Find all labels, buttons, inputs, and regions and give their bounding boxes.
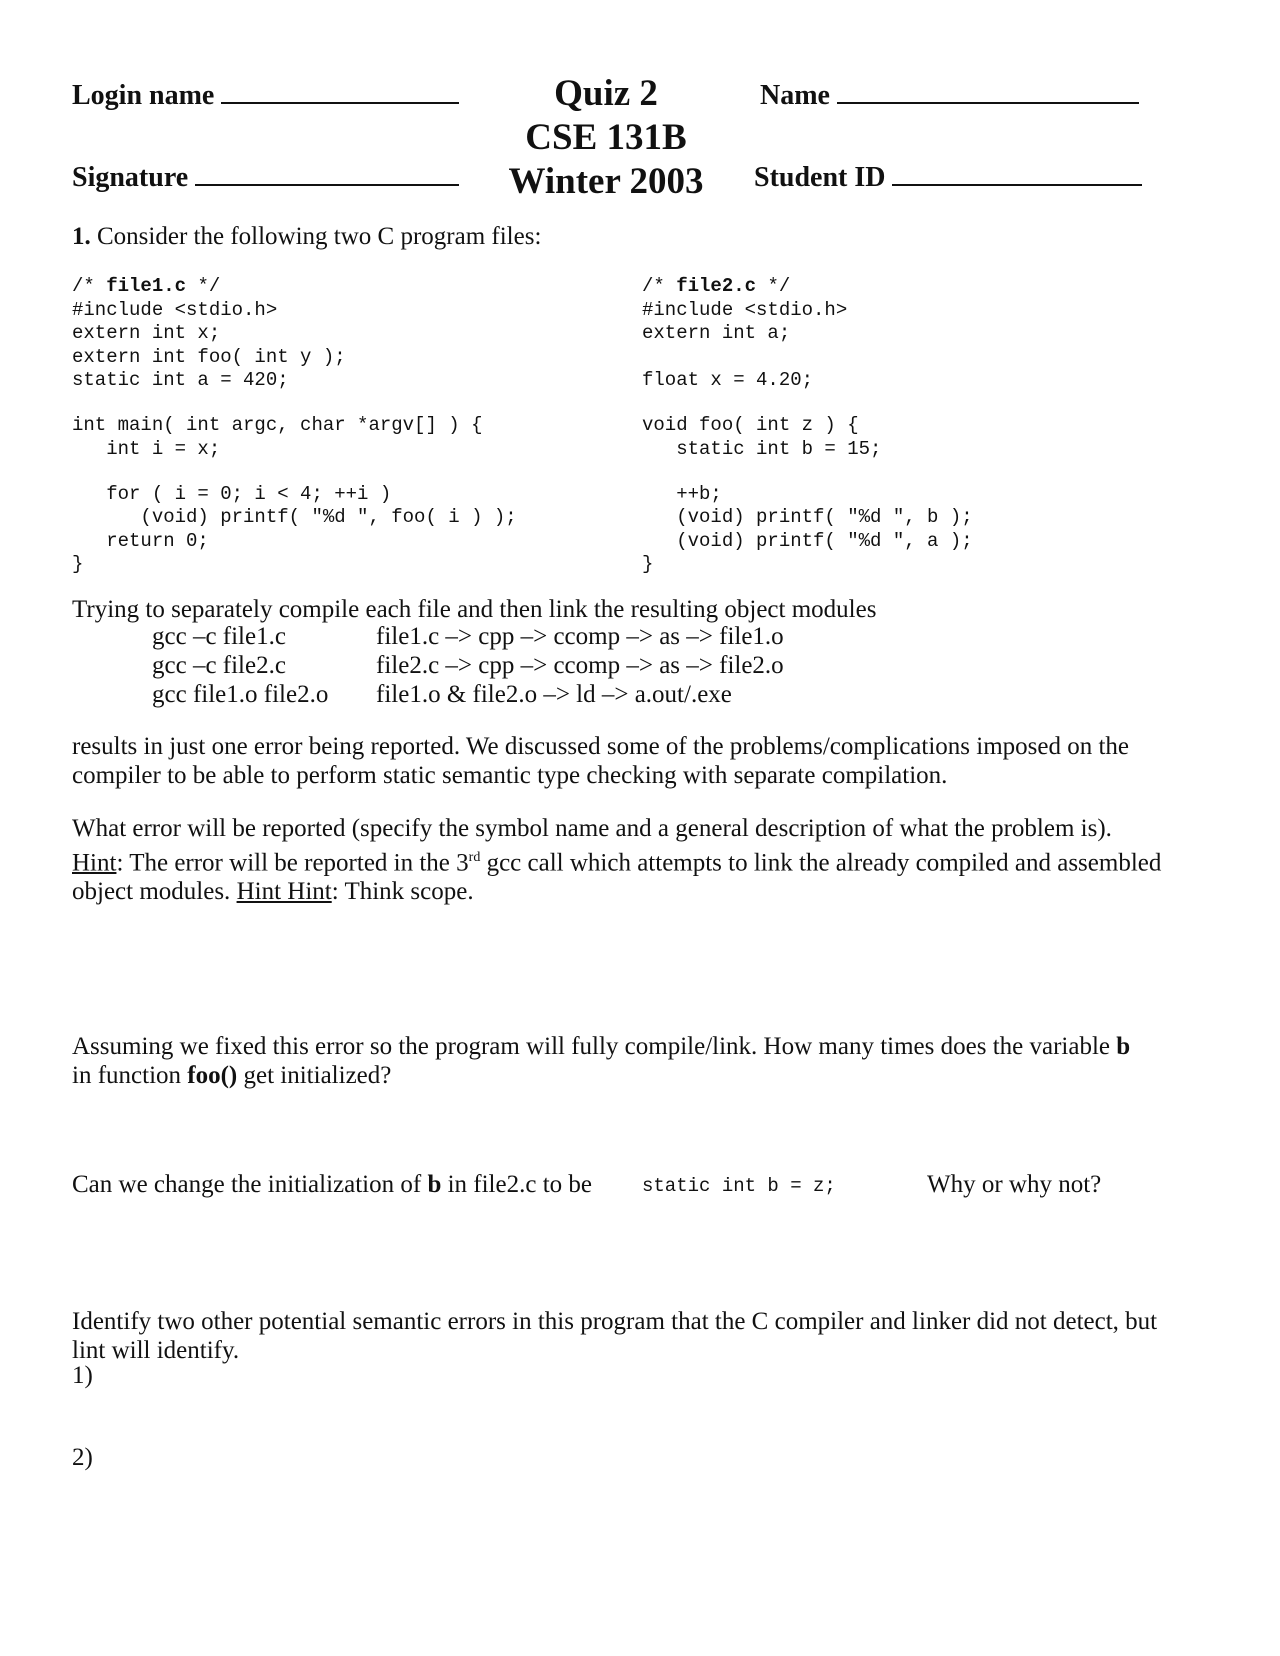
hint-label: Hint — [72, 849, 117, 877]
code-line: ++b; — [642, 482, 722, 505]
file1-name: file1.c — [106, 275, 187, 297]
compile-flow: file1.o & file2.o –> ld –> a.out/.exe — [376, 681, 732, 708]
code-line: for ( i = 0; i < 4; ++i ) — [72, 482, 392, 505]
code-line: } — [72, 553, 84, 575]
term-title: Winter 2003 — [508, 161, 704, 202]
name-line[interactable] — [837, 80, 1139, 104]
question-1-intro — [72, 222, 541, 251]
compile-command: gcc –c file1.c — [152, 623, 286, 650]
compile-intro: Trying to separately compile each file and then link the resulting object modules — [72, 596, 877, 623]
code-line: int i = x; — [72, 437, 221, 460]
question-number: 1. — [72, 223, 91, 250]
code-line: int main( int argc, char *argv[] ) { — [72, 414, 483, 436]
file2-name: file2.c — [676, 275, 757, 297]
code-line: (void) printf( "%d ", b ); — [642, 506, 973, 528]
login-name-field[interactable] — [72, 80, 459, 112]
quiz-title: Quiz 2 — [554, 73, 658, 114]
hint-hint-label: Hint Hint — [236, 878, 332, 906]
init-question: Assuming we fixed this error so the program will fully compile/link. How many times does the variable b in function foo() get initialized? — [72, 1033, 1131, 1089]
code-line: extern int x; — [72, 322, 221, 344]
student-id-label: Student ID — [754, 162, 886, 193]
code-line: (void) printf( "%d ", a ); — [642, 529, 973, 552]
answer-item-1: 1) — [72, 1362, 93, 1389]
login-name-label: Login name — [72, 80, 215, 111]
answer-item-2: 2) — [72, 1444, 93, 1471]
code-line: } — [642, 553, 654, 575]
code-line: extern int a; — [642, 322, 791, 344]
code-line: float x = 4.20; — [642, 369, 814, 391]
change-code: static int b = z; — [642, 1175, 836, 1197]
code-line — [72, 393, 517, 415]
error-question: What error will be reported (specify the symbol name and a general description of what the problem is). Hint: The error will be reported in the 3rd gcc call which attempts to link the already compiled and assembled object modules. Hint Hint: Think scope. — [72, 815, 1162, 906]
code-line: (void) printf( "%d ", foo( i ) ); — [72, 506, 517, 528]
student-id-line[interactable] — [892, 162, 1142, 186]
code-line: return 0; — [72, 529, 209, 552]
name-field[interactable] — [760, 80, 1139, 112]
file1-code — [72, 275, 517, 577]
var-b: b — [1116, 1033, 1131, 1060]
lint-question: Identify two other potential semantic errors in this program that the C compiler and linker did not detect, but lint will identify. — [72, 1308, 1158, 1364]
code-line — [642, 393, 973, 415]
code-line — [642, 461, 973, 483]
why-question: Why or why not? — [927, 1171, 1102, 1198]
code-line: static int b = 15; — [642, 437, 882, 460]
code-line: #include <stdio.h> — [642, 298, 848, 321]
change-question: Can we change the initialization of b in file2.c to be — [72, 1171, 592, 1198]
student-id-field[interactable] — [754, 162, 1142, 194]
signature-label: Signature — [72, 162, 189, 193]
func-foo: foo() — [187, 1062, 238, 1089]
code-line — [72, 461, 517, 483]
quiz-title-block — [496, 72, 716, 204]
code-line: #include <stdio.h> — [72, 298, 278, 321]
compile-flow: file1.c –> cpp –> ccomp –> as –> file1.o — [376, 623, 784, 650]
var-b: b — [427, 1171, 442, 1198]
code-line: void foo( int z ) { — [642, 414, 859, 436]
course-title: CSE 131B — [525, 117, 687, 158]
compile-flow: file2.c –> cpp –> ccomp –> as –> file2.o — [376, 652, 784, 679]
compile-step — [0, 622, 1280, 651]
code-line: extern int foo( int y ); — [72, 345, 346, 368]
compile-steps — [0, 622, 1280, 709]
question-intro-text: Consider the following two C program files: — [97, 223, 542, 250]
file2-code — [642, 275, 973, 577]
compile-command: gcc file1.o file2.o — [152, 681, 329, 708]
login-name-line[interactable] — [221, 80, 459, 104]
signature-line[interactable] — [195, 162, 459, 186]
compile-result-text: results in just one error being reported. We discussed some of the problems/complications imposed on the compiler to be able to perform static semantic type checking with separate compilation. — [72, 733, 1130, 789]
compile-step — [0, 680, 1280, 709]
code-line: static int a = 420; — [72, 369, 289, 391]
code-line: /* file1.c */ — [72, 275, 221, 297]
code-line: /* file2.c */ — [642, 275, 791, 297]
compile-command: gcc –c file2.c — [152, 652, 286, 679]
code-line — [642, 346, 973, 370]
compile-step — [0, 651, 1280, 680]
signature-field[interactable] — [72, 162, 459, 194]
name-label: Name — [760, 80, 830, 111]
